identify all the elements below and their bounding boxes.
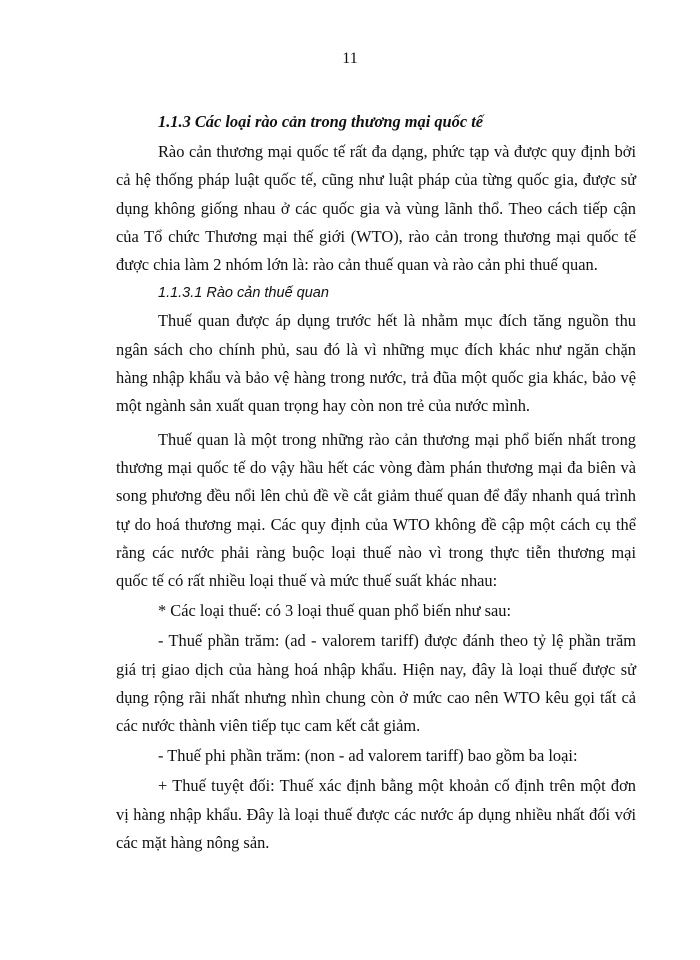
text-line: Thuế quan được áp dụng trước hết là nhằm mục đích tăng nguồn thu [158, 311, 636, 331]
text-line: song phương đều nổi lên chủ đề về cắt giảm thuế quan để đẩy nhanh quá trình [116, 486, 636, 506]
page-content [116, 108, 636, 857]
text-line: hàng nhập khẩu và bảo vệ hàng trong nước, trả đũa một quốc gia khác, bảo vệ [116, 367, 636, 387]
paragraph-non-ad-valorem: - Thuế phi phần trăm: (non - ad valorem tariff) bao gồm ba loại: [158, 746, 578, 766]
text-line: rằng các nước phải ràng buộc loại thuế nào vì trong thực tiễn thương mại [116, 542, 636, 562]
paragraph-intro [116, 138, 636, 279]
text-line: một ngành sản xuất quan trọng hay còn non trẻ của nước mình. [116, 395, 531, 415]
subsection-heading: 1.1.3.1 Rào cản thuế quan [158, 285, 329, 302]
text-line: dụng rộng rãi nhất nhưng nhìn chung còn ở mức cao nên WTO kêu gọi tất cả [116, 687, 636, 707]
text-line: - Thuế phần trăm: (ad - valorem tariff) được đánh theo tỷ lệ phần trăm [158, 631, 636, 651]
paragraph-ad-valorem [116, 627, 636, 740]
text-line: thương mại quốc tế do vậy hầu hết các vòng đàm phán thương mại đa biên và [116, 458, 636, 478]
text-line: của Tổ chức Thương mại thế giới (WTO), rào cản trong thương mại quốc tế [116, 226, 636, 246]
text-line: các mặt hàng nông sản. [116, 832, 270, 852]
bullet-tariff-types: * Các loại thuế: có 3 loại thuế quan phổ biến như sau: [158, 601, 512, 621]
text-line: + Thuế tuyệt đối: Thuế xác định bằng một khoản cố định trên một đơn [158, 776, 636, 796]
text-line: vị hàng nhập khẩu. Đây là loại thuế được các nước áp dụng nhiều nhất đối với [116, 804, 636, 824]
text-line: giá trị giao dịch của hàng hoá nhập khẩu. Hiện nay, đây là loại thuế được sử [116, 659, 636, 679]
paragraph-specific-tariff [116, 772, 636, 857]
text-line: Thuế quan là một trong những rào cản thương mại phổ biến nhất trong [158, 430, 636, 450]
text-line: quốc tế có rất nhiều loại thuế và mức thuế suất khác nhau: [116, 571, 498, 590]
text-line: cả hệ thống pháp luật quốc tế, cũng như luật pháp của từng quốc gia, được sử [116, 170, 636, 190]
text-line: tự do hoá thương mại. Các quy định của WTO không đề cập một cách cụ thể [116, 514, 636, 534]
text-line: các nước thành viên tiếp tục cam kết cắt giảm. [116, 715, 421, 735]
paragraph-tariff-common [116, 426, 636, 595]
text-line: Rào cản thương mại quốc tế rất đa dạng, phức tạp và được quy định bởi [158, 142, 636, 162]
text-line: được chia làm 2 nhóm lớn là: rào cản thuế quan và rào cản phi thuế quan. [116, 254, 598, 274]
section-heading: 1.1.3 Các loại rào cản trong thương mại quốc tế [158, 112, 484, 131]
text-line: dụng không giống nhau ở các quốc gia và vùng lãnh thổ. Theo cách tiếp cận [116, 198, 636, 218]
page-number: 11 [342, 50, 358, 67]
text-line: ngân sách cho chính phủ, sau đó là vì những mục đích khác như ngăn chặn [116, 339, 636, 359]
paragraph-tariff-purpose [116, 307, 636, 420]
